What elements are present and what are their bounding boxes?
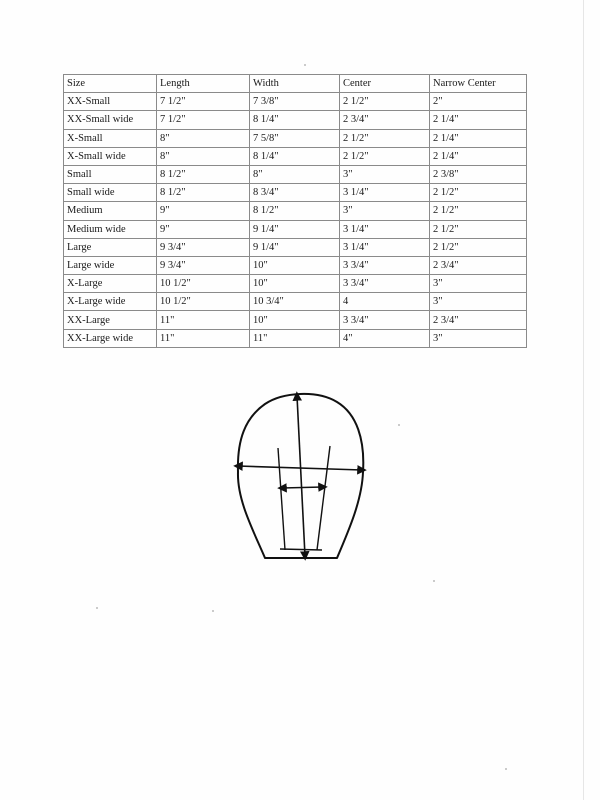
cell-length: 7 1/2": [157, 93, 250, 111]
cell-center: 2 1/2": [340, 129, 430, 147]
header-width: Width: [250, 75, 340, 93]
cell-narrow-center: 3": [430, 293, 527, 311]
scan-speck: [433, 580, 435, 582]
table-row: [64, 165, 527, 183]
scan-speck: [398, 424, 400, 426]
table-row: [64, 311, 527, 329]
cell-center: 3 3/4": [340, 256, 430, 274]
cell-narrow-center: 2 3/8": [430, 165, 527, 183]
head-measurement-diagram: [225, 380, 375, 570]
cell-width: 7 5/8": [250, 129, 340, 147]
cell-width: 7 3/8": [250, 93, 340, 111]
cell-narrow-center: 2 1/4": [430, 111, 527, 129]
cell-width: 10": [250, 256, 340, 274]
cell-center: 3 3/4": [340, 275, 430, 293]
scan-speck: [96, 607, 98, 609]
cell-center: 2 3/4": [340, 111, 430, 129]
table-row: [64, 256, 527, 274]
cell-size: X-Large: [64, 275, 157, 293]
header-length: Length: [157, 75, 250, 93]
narrow-center-right-line: [317, 446, 330, 550]
cell-size: Large wide: [64, 256, 157, 274]
cell-length: 11": [157, 329, 250, 347]
cell-length: 9": [157, 202, 250, 220]
cell-width: 10": [250, 311, 340, 329]
cell-width: 10": [250, 275, 340, 293]
table-row: [64, 93, 527, 111]
cell-narrow-center: 2 1/2": [430, 184, 527, 202]
cell-length: 10 1/2": [157, 293, 250, 311]
cell-narrow-center: 2 1/2": [430, 220, 527, 238]
cell-size: Large: [64, 238, 157, 256]
cell-size: X-Large wide: [64, 293, 157, 311]
cell-width: 9 1/4": [250, 220, 340, 238]
table-row: [64, 329, 527, 347]
cell-narrow-center: 2 1/4": [430, 147, 527, 165]
table-row: [64, 147, 527, 165]
cell-size: XX-Large wide: [64, 329, 157, 347]
cell-size: Medium wide: [64, 220, 157, 238]
center-width-line: [282, 487, 323, 488]
cell-narrow-center: 2 1/2": [430, 202, 527, 220]
cell-narrow-center: 2 1/2": [430, 238, 527, 256]
header-size: Size: [64, 75, 157, 93]
cell-size: X-Small: [64, 129, 157, 147]
cell-width: 11": [250, 329, 340, 347]
cell-center: 2 1/2": [340, 93, 430, 111]
cell-center: 2 1/2": [340, 147, 430, 165]
cell-center: 3": [340, 202, 430, 220]
cell-width: 8 1/4": [250, 147, 340, 165]
cell-size: XX-Small: [64, 93, 157, 111]
cell-narrow-center: 2 3/4": [430, 256, 527, 274]
cell-length: 9": [157, 220, 250, 238]
cell-length: 9 3/4": [157, 256, 250, 274]
cell-length: 10 1/2": [157, 275, 250, 293]
table-row: [64, 238, 527, 256]
cell-narrow-center: 2 3/4": [430, 311, 527, 329]
header-narrow-center: Narrow Center: [430, 75, 527, 93]
table-row: [64, 129, 527, 147]
scan-edge-line: [583, 0, 584, 800]
cell-length: 8 1/2": [157, 184, 250, 202]
size-chart-table: [63, 74, 527, 348]
cell-size: Medium: [64, 202, 157, 220]
cell-size: Small: [64, 165, 157, 183]
table-row: [64, 275, 527, 293]
scan-speck: [304, 64, 306, 66]
table-row: [64, 202, 527, 220]
scan-speck: [212, 610, 214, 612]
cell-center: 3 1/4": [340, 238, 430, 256]
header-center: Center: [340, 75, 430, 93]
cell-length: 8 1/2": [157, 165, 250, 183]
cell-center: 3 3/4": [340, 311, 430, 329]
table-row: [64, 293, 527, 311]
cell-narrow-center: 2 1/4": [430, 129, 527, 147]
cell-width: 8": [250, 165, 340, 183]
cell-length: 8": [157, 129, 250, 147]
cell-length: 7 1/2": [157, 111, 250, 129]
cell-size: XX-Small wide: [64, 111, 157, 129]
table-row: [64, 220, 527, 238]
cell-width: 10 3/4": [250, 293, 340, 311]
cell-width: 8 1/4": [250, 111, 340, 129]
cell-length: 11": [157, 311, 250, 329]
cell-narrow-center: 3": [430, 275, 527, 293]
cell-narrow-center: 2": [430, 93, 527, 111]
cell-center: 4": [340, 329, 430, 347]
scan-speck: [505, 768, 507, 770]
cell-center: 3 1/4": [340, 184, 430, 202]
cell-narrow-center: 3": [430, 329, 527, 347]
cell-length: 9 3/4": [157, 238, 250, 256]
bottom-tick-line: [280, 549, 322, 550]
cell-length: 8": [157, 147, 250, 165]
cell-size: X-Small wide: [64, 147, 157, 165]
cell-size: Small wide: [64, 184, 157, 202]
table-row: [64, 184, 527, 202]
table-row: [64, 111, 527, 129]
table-header-row: [64, 75, 527, 93]
cell-width: 8 3/4": [250, 184, 340, 202]
length-line: [297, 396, 305, 556]
cell-size: XX-Large: [64, 311, 157, 329]
cell-center: 3 1/4": [340, 220, 430, 238]
cell-width: 8 1/2": [250, 202, 340, 220]
cell-center: 3": [340, 165, 430, 183]
cell-width: 9 1/4": [250, 238, 340, 256]
narrow-center-left-line: [278, 448, 285, 550]
cell-center: 4: [340, 293, 430, 311]
